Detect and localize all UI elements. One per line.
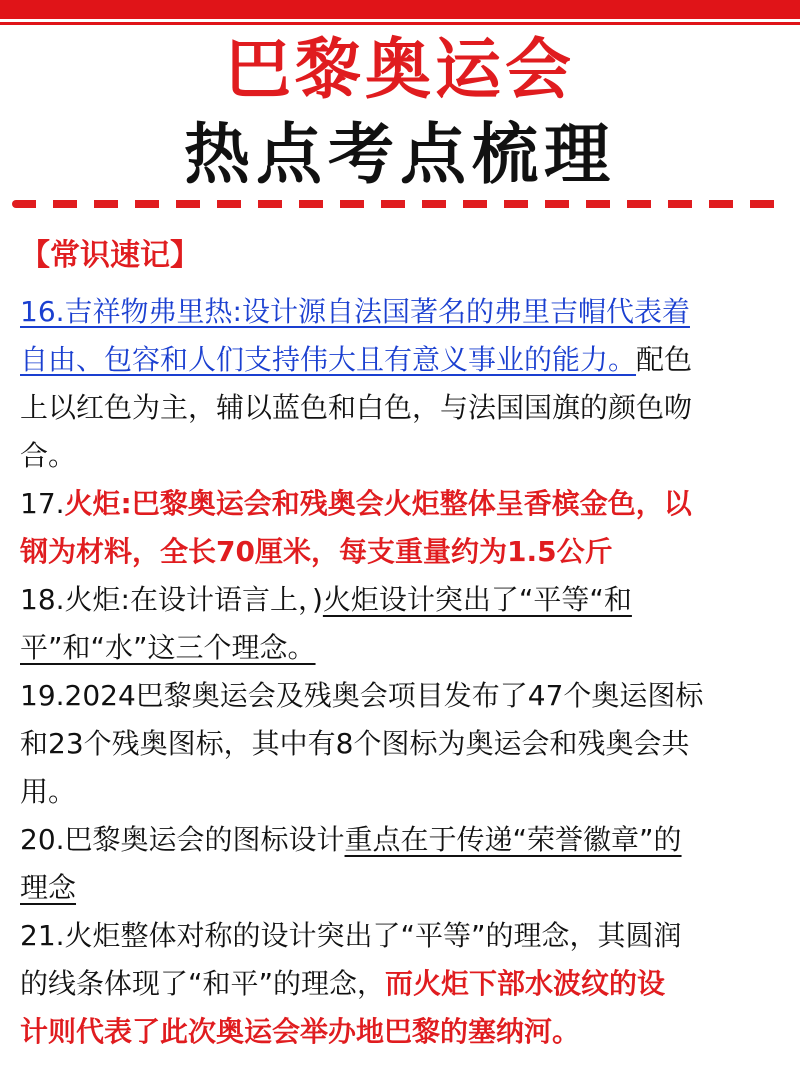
body-text: 的线条体现了“和平”的理念， xyxy=(20,967,386,1000)
dashed-divider xyxy=(12,200,788,208)
text-line xyxy=(20,336,790,384)
text-line xyxy=(20,864,790,912)
text-line xyxy=(20,432,790,480)
list-item xyxy=(20,912,790,1056)
list-item xyxy=(20,288,790,480)
body-text: 20.巴黎奥运会的图标设计 xyxy=(20,823,345,856)
text-line xyxy=(20,528,790,576)
highlighted-link-text: 自由、包容和人们支持伟大且有意义事业的能力。 xyxy=(20,343,637,376)
text-line xyxy=(20,816,790,864)
body-text: 配色 xyxy=(636,343,693,376)
text-line xyxy=(20,624,790,672)
article-body xyxy=(20,288,790,1056)
emphasis-text: 计则代表了此次奥运会举办地巴黎的塞纳河。 xyxy=(20,1015,581,1048)
body-text: 合。 xyxy=(20,439,77,472)
top-red-line xyxy=(0,22,800,25)
text-line xyxy=(20,384,790,432)
body-text: 和23个残奥图标，其中有8个图标为奥运会和残奥会共 xyxy=(20,727,690,760)
body-text: 18.火炬:在设计语言上，) xyxy=(20,583,323,616)
underlined-text: 平”和“水”这三个理念。 xyxy=(20,631,316,664)
emphasis-text: 火炬:巴黎奥运会和残奥会火炬整体呈香槟金色，以 xyxy=(64,487,692,520)
body-text: 上以红色为主，辅以蓝色和白色，与法国国旗的颜色吻 xyxy=(20,391,693,424)
text-line xyxy=(20,768,790,816)
underlined-text: 火炬设计突出了“平等“和 xyxy=(322,583,632,616)
page-subtitle: 热点考点梳理 xyxy=(184,116,616,193)
list-item xyxy=(20,672,790,816)
text-line xyxy=(20,912,790,960)
underlined-text: 理念 xyxy=(20,871,77,904)
body-text: 21.火炬整体对称的设计突出了“平等”的理念，其圆润 xyxy=(20,919,682,952)
highlighted-link-text: 16.吉祥物弗里热:设计源自法国著名的弗里吉帽代表着 xyxy=(20,295,690,328)
emphasis-text: 而火炬下部水波纹的设 xyxy=(385,967,666,1000)
body-text: 用。 xyxy=(20,775,77,808)
text-line xyxy=(20,960,790,1008)
text-line xyxy=(20,1008,790,1056)
underlined-text: 重点在于传递“荣誉徽章”的 xyxy=(344,823,682,856)
text-line xyxy=(20,288,790,336)
text-line xyxy=(20,480,790,528)
body-text: 19.2024巴黎奥运会及残奥会项目发布了47个奥运图标 xyxy=(20,679,704,712)
list-item xyxy=(20,480,790,576)
page-title: 巴黎奥运会 xyxy=(225,31,575,108)
top-red-bar xyxy=(0,0,800,19)
emphasis-text: 钢为材料，全长70厘米，每支重量约为1.5公斤 xyxy=(20,535,613,568)
list-item xyxy=(20,576,790,672)
text-line xyxy=(20,720,790,768)
list-item xyxy=(20,816,790,912)
section-label: 【常识速记】 xyxy=(20,238,200,273)
text-line xyxy=(20,576,790,624)
text-line xyxy=(20,672,790,720)
body-text: 17. xyxy=(20,487,65,520)
